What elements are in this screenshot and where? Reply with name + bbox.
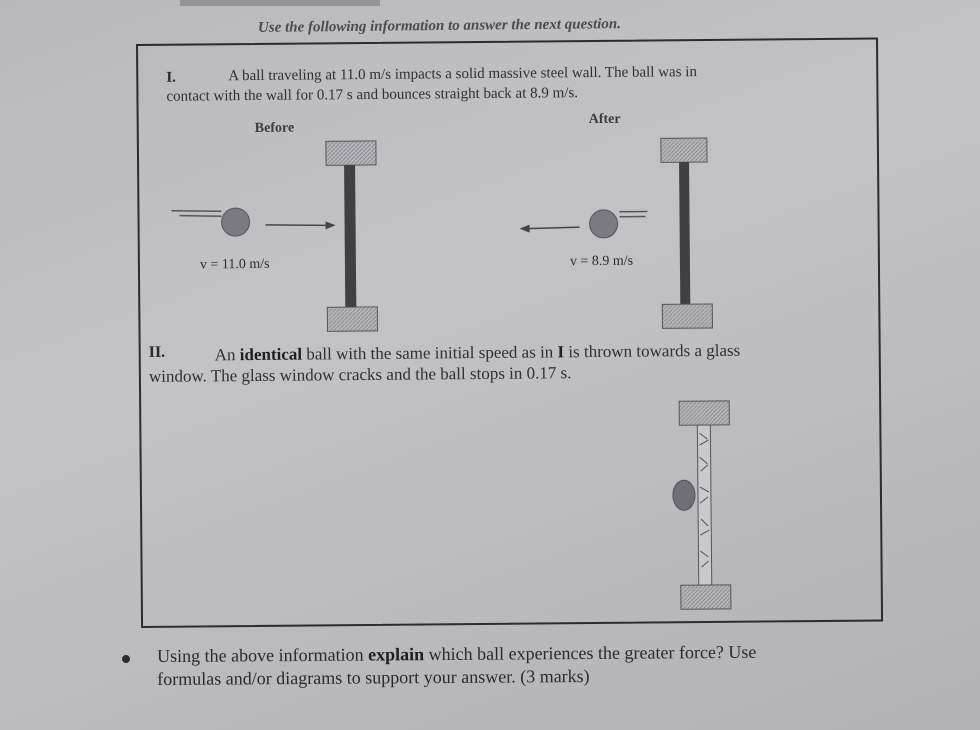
question-line-2: formulas and/or diagrams to support your answer. (3 marks) bbox=[157, 665, 590, 689]
part-two-line-2: window. The glass window cracks and the ball stops in 0.17 s. bbox=[148, 363, 572, 386]
information-box bbox=[136, 38, 883, 628]
part-one-number: I. bbox=[166, 69, 176, 86]
before-ball bbox=[171, 208, 249, 237]
bullet-point bbox=[122, 655, 130, 663]
after-velocity-label: v = 8.9 m/s bbox=[569, 253, 634, 270]
part-two-line-1: An identical ball with the same initial speed as in I is thrown towards a glass bbox=[214, 340, 741, 365]
part-one-line-1: A ball traveling at 11.0 m/s impacts a solid massive steel wall. The ball was in bbox=[228, 64, 698, 85]
after-ball bbox=[589, 210, 647, 239]
part-two-number: II. bbox=[148, 343, 166, 361]
after-arrow bbox=[520, 224, 580, 233]
before-wall bbox=[326, 141, 378, 331]
after-label: After bbox=[588, 111, 621, 128]
after-wall bbox=[661, 138, 713, 328]
question-line-1: Using the above information explain which ball experiences the greater force? Use bbox=[157, 641, 757, 666]
question-text bbox=[157, 641, 757, 691]
before-label: Before bbox=[254, 120, 295, 136]
instruction-note: Use the following information to answer the next question. bbox=[257, 16, 622, 36]
cropped-heading-remnant bbox=[180, 0, 380, 6]
part-one-line-2: contact with the wall for 0.17 s and bounces straight back at 8.9 m/s. bbox=[166, 85, 579, 105]
before-velocity-label: v = 11.0 m/s bbox=[199, 256, 270, 273]
before-arrow bbox=[266, 221, 336, 230]
diagram-layer bbox=[138, 40, 885, 630]
window-ball bbox=[673, 480, 695, 510]
